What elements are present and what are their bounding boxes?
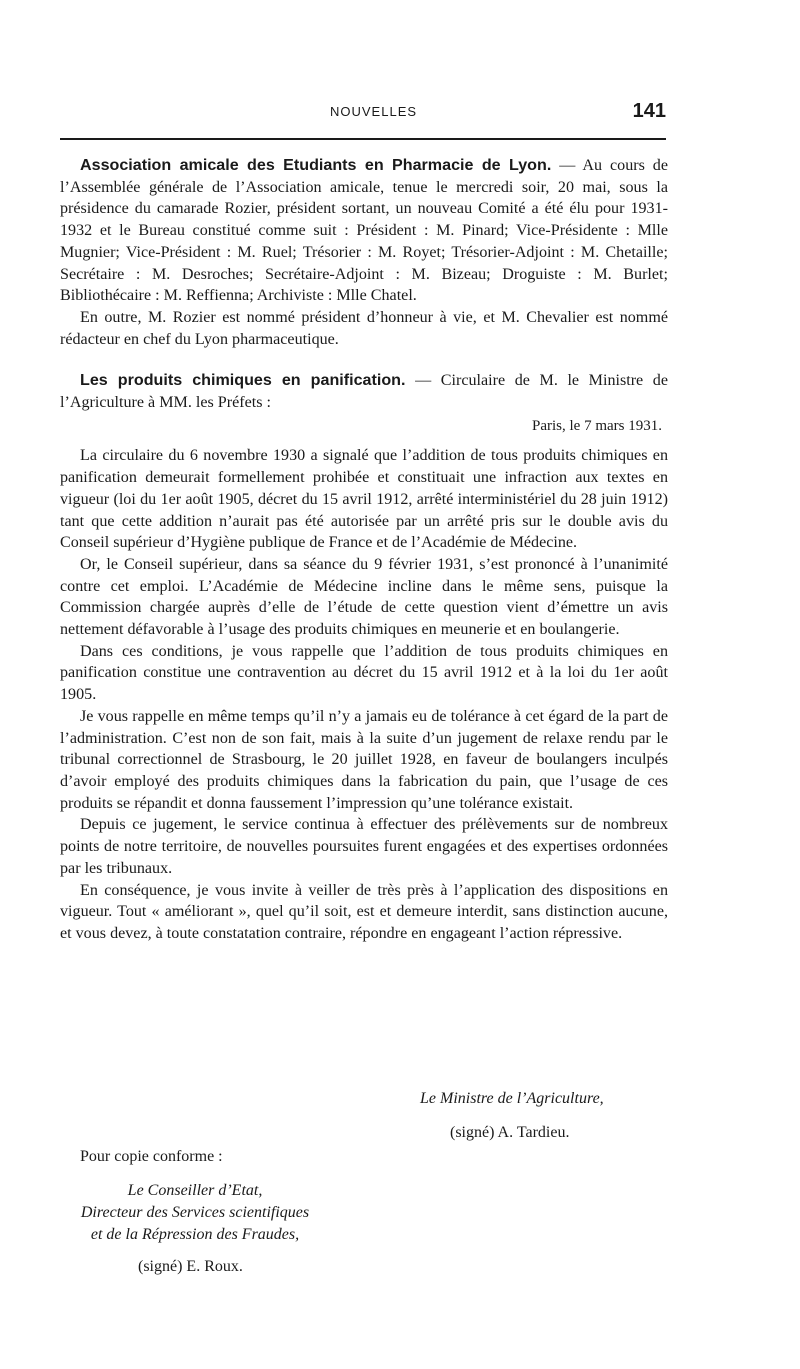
- item2-title: Les produits chimiques en panification.: [80, 371, 406, 390]
- page-number: 141: [632, 100, 666, 122]
- circular-paragraph: En conséquence, je vous invite à veiller de très près à l’application des dispositions en vigueur. Tout « améliorant », quel qu’il soit, est et demeure interdit, sans distinction aucune, et vous devez, à toute constatation contraire, répondre en engageant l’action répressive.: [60, 881, 668, 942]
- page-header: [60, 100, 666, 140]
- copy-title-line: et de la Répression des Fraudes,: [90, 1226, 300, 1243]
- section-gap: [60, 350, 668, 370]
- circular-paragraph: Or, le Conseil supérieur, dans sa séance du 9 février 1931, s’est prononcé à l’unanimité contre cet emploi. L’Académie de Médecine incline dans le même sens, puisque la Commission chargée auprès d’elle de l’étude de cette question vient d’émettre un avis nettement défavorable à l’usage des produits chimiques en meunerie et en boulangerie.: [60, 555, 668, 639]
- header-rule: [60, 138, 666, 140]
- running-title: NOUVELLES: [330, 104, 418, 119]
- circular-paragraph: La circulaire du 6 novembre 1930 a signalé que l’addition de tous produits chimiques en panification demeurait formellement prohibée et constituait une infraction aux textes en vigueur (loi du 1er août 1905, décret du 15 avril 1912, arrêté interministériel du 28 juin 1912) tant que cette addition n’aurait pas été autorisée par un arrêté pris sur le double avis du Conseil supérieur d’Hygiène publique de France et de l’Académie de Médecine.: [60, 447, 668, 552]
- circular-date: Paris, le 7 mars 1931.: [532, 417, 662, 434]
- copy-signed: (signé) E. Roux.: [138, 1258, 243, 1275]
- copy-title-line: Le Conseiller d’Etat,: [127, 1182, 263, 1199]
- minister-signed: (signé) A. Tardieu.: [450, 1124, 570, 1141]
- item1-text: — Au cours de l’Assemblée générale de l’Association amicale, tenue le mercredi soir, 20 mai, sous la présidence du camarade Rozier, président sortant, un nouveau Comité a été élu pour 1931-1932 et le Bureau constitué comme suit : Président : M. Pinard; Vice-Présidente : Mlle Mugnier; Vice-Président : M. Ruel; Trésorier : M. Royet; Trésorier-Adjoint : M. Chetaille; Secrétaire : M. Desroches; Secrétaire-Adjoint : M. Bizeau; Droguiste : M. Burlet; Bibliothécaire : M. Reffienna; Archiviste : Mlle Chatel.: [60, 157, 668, 305]
- circular-paragraph: Depuis ce jugement, le service continua à effectuer des prélèvements sur de nombreux points de notre territoire, de nouvelles poursuites furent engagées et des expertises ordonnées par les tribunaux.: [60, 816, 668, 877]
- body-text: [60, 155, 668, 945]
- circular-paragraph: Je vous rappelle en même temps qu’il n’y a jamais eu de tolérance à cet égard de la part de l’administration. C’est non de son fait, mais à la suite d’un jugement de relaxe rendu par le tribunal correctionnel de Strasbourg, le 20 juillet 1928, en faveur de boulangers inculpés d’avoir employé des produits chimiques dans la fabrication du pain, que l’usage de ces produits se répandit et donna faussement l’impression qu’une tolérance existait.: [60, 707, 668, 812]
- signature-block: [60, 1090, 668, 1290]
- minister-signature-title: Le Ministre de l’Agriculture,: [420, 1090, 604, 1107]
- copy-title-lines: [60, 1180, 330, 1246]
- item1-title: Association amicale des Etudiants en Pharmacie de Lyon.: [80, 156, 552, 174]
- item1-paragraph-2: En outre, M. Rozier est nommé président d’honneur à vie, et M. Chevalier est nommé rédacteur en chef du Lyon pharmaceutique.: [60, 308, 668, 348]
- item2-intro: — Circulaire de M. le Ministre de l’Agriculture à MM. les Préfets :: [60, 372, 668, 412]
- copy-title-line: Directeur des Services scientifiques: [80, 1204, 310, 1221]
- copy-label: Pour copie conforme :: [80, 1148, 223, 1165]
- circular-paragraph: Dans ces conditions, je vous rappelle que l’addition de tous produits chimiques en panification constitue une contravention au décret du 15 avril 1912 et à la loi du 1er août 1905.: [60, 642, 668, 704]
- item1-paragraph: [60, 155, 668, 307]
- item2-heading-paragraph: [60, 370, 668, 413]
